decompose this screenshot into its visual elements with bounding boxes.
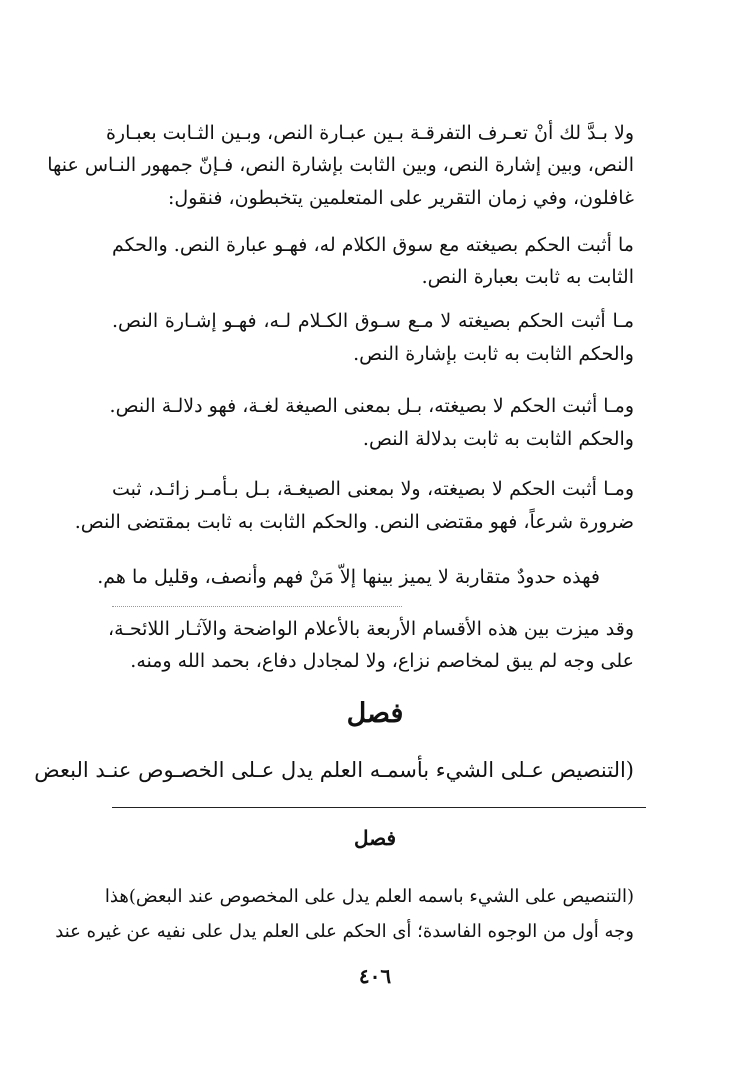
section-heading: فصل bbox=[346, 698, 404, 729]
paragraph-2-line-2: الثابت به ثابت بعبارة النص. bbox=[421, 266, 634, 288]
paragraph-1-line-3: غافلون، وفي زمان التقرير على المتعلمين يتخبطون، فنقول: bbox=[168, 187, 634, 209]
paragraph-2-line-1: ما أثبت الحكم بصيغته مع سوق الكلام له، فهـو عبارة النص. والحكم bbox=[112, 234, 634, 256]
paragraph-1-line-2: النص، وبين إشارة النص، وبين الثابت بإشارة النص، فـإنّ جمهور النـاس عنها bbox=[47, 154, 634, 176]
section-title-line: (التنصيص عـلى الشيء بأسمـه العلم يدل عـلى الخصـوص عنـد البعض bbox=[34, 758, 634, 782]
commentary-line-2: وجه أول من الوجوه الفاسدة؛ أى الحكم على العلم يدل على نفيه عن غيره عند bbox=[55, 921, 634, 942]
paragraph-4-line-2: والحكم الثابت به ثابت بدلالة النص. bbox=[362, 428, 634, 450]
commentary-line-1: (التنصيص على الشيء باسمه العلم يدل على المخصوص عند البعض)هذا bbox=[104, 886, 634, 907]
commentary-divider bbox=[112, 807, 646, 808]
paragraph-7-line-2: على وجه لم يبق لمخاصم نزاع، ولا لمجادل دفاع، بحمد الله ومنه. bbox=[130, 650, 634, 672]
paragraph-7-line-1: وقد ميزت بين هذه الأقسام الأربعة بالأعلام الواضحة والآثـار اللائحـة، bbox=[108, 618, 634, 640]
paragraph-3-line-2: والحكم الثابت به ثابت بإشارة النص. bbox=[353, 343, 634, 365]
paragraph-5-line-2: ضرورة شرعاً، فهو مقتضى النص. والحكم الثابت به ثابت بمقتضى النص. bbox=[74, 511, 634, 533]
paragraph-4-line-1: ومـا أثبت الحكم لا بصيغته، بـل بمعنى الصيغة لغـة، فهو دلالـة النص. bbox=[109, 395, 634, 417]
paragraph-3-line-1: مـا أثبت الحكم بصيغته لا مـع سـوق الكـلام لـه، فهـو إشـارة النص. bbox=[112, 310, 634, 332]
dotted-mark bbox=[112, 606, 402, 607]
paragraph-6-line-1: فهذه حدودٌ متقاربة لا يميز بينها إلاّ مَنْ فهم وأنصف، وقليل ما هم. bbox=[97, 566, 600, 588]
commentary-heading: فصل bbox=[353, 826, 397, 850]
page-number: ٤٠٦ bbox=[358, 964, 392, 988]
paragraph-5-line-1: ومـا أثبت الحكم لا بصيغته، ولا بمعنى الصيغـة، بـل بـأمـر زائـد، ثبت bbox=[112, 478, 634, 500]
paragraph-1-line-1: ولا بـدَّ لك أنْ تعـرف التفرقـة بـين عبـارة النص، وبـين الثـابت بعبـارة bbox=[105, 122, 634, 144]
